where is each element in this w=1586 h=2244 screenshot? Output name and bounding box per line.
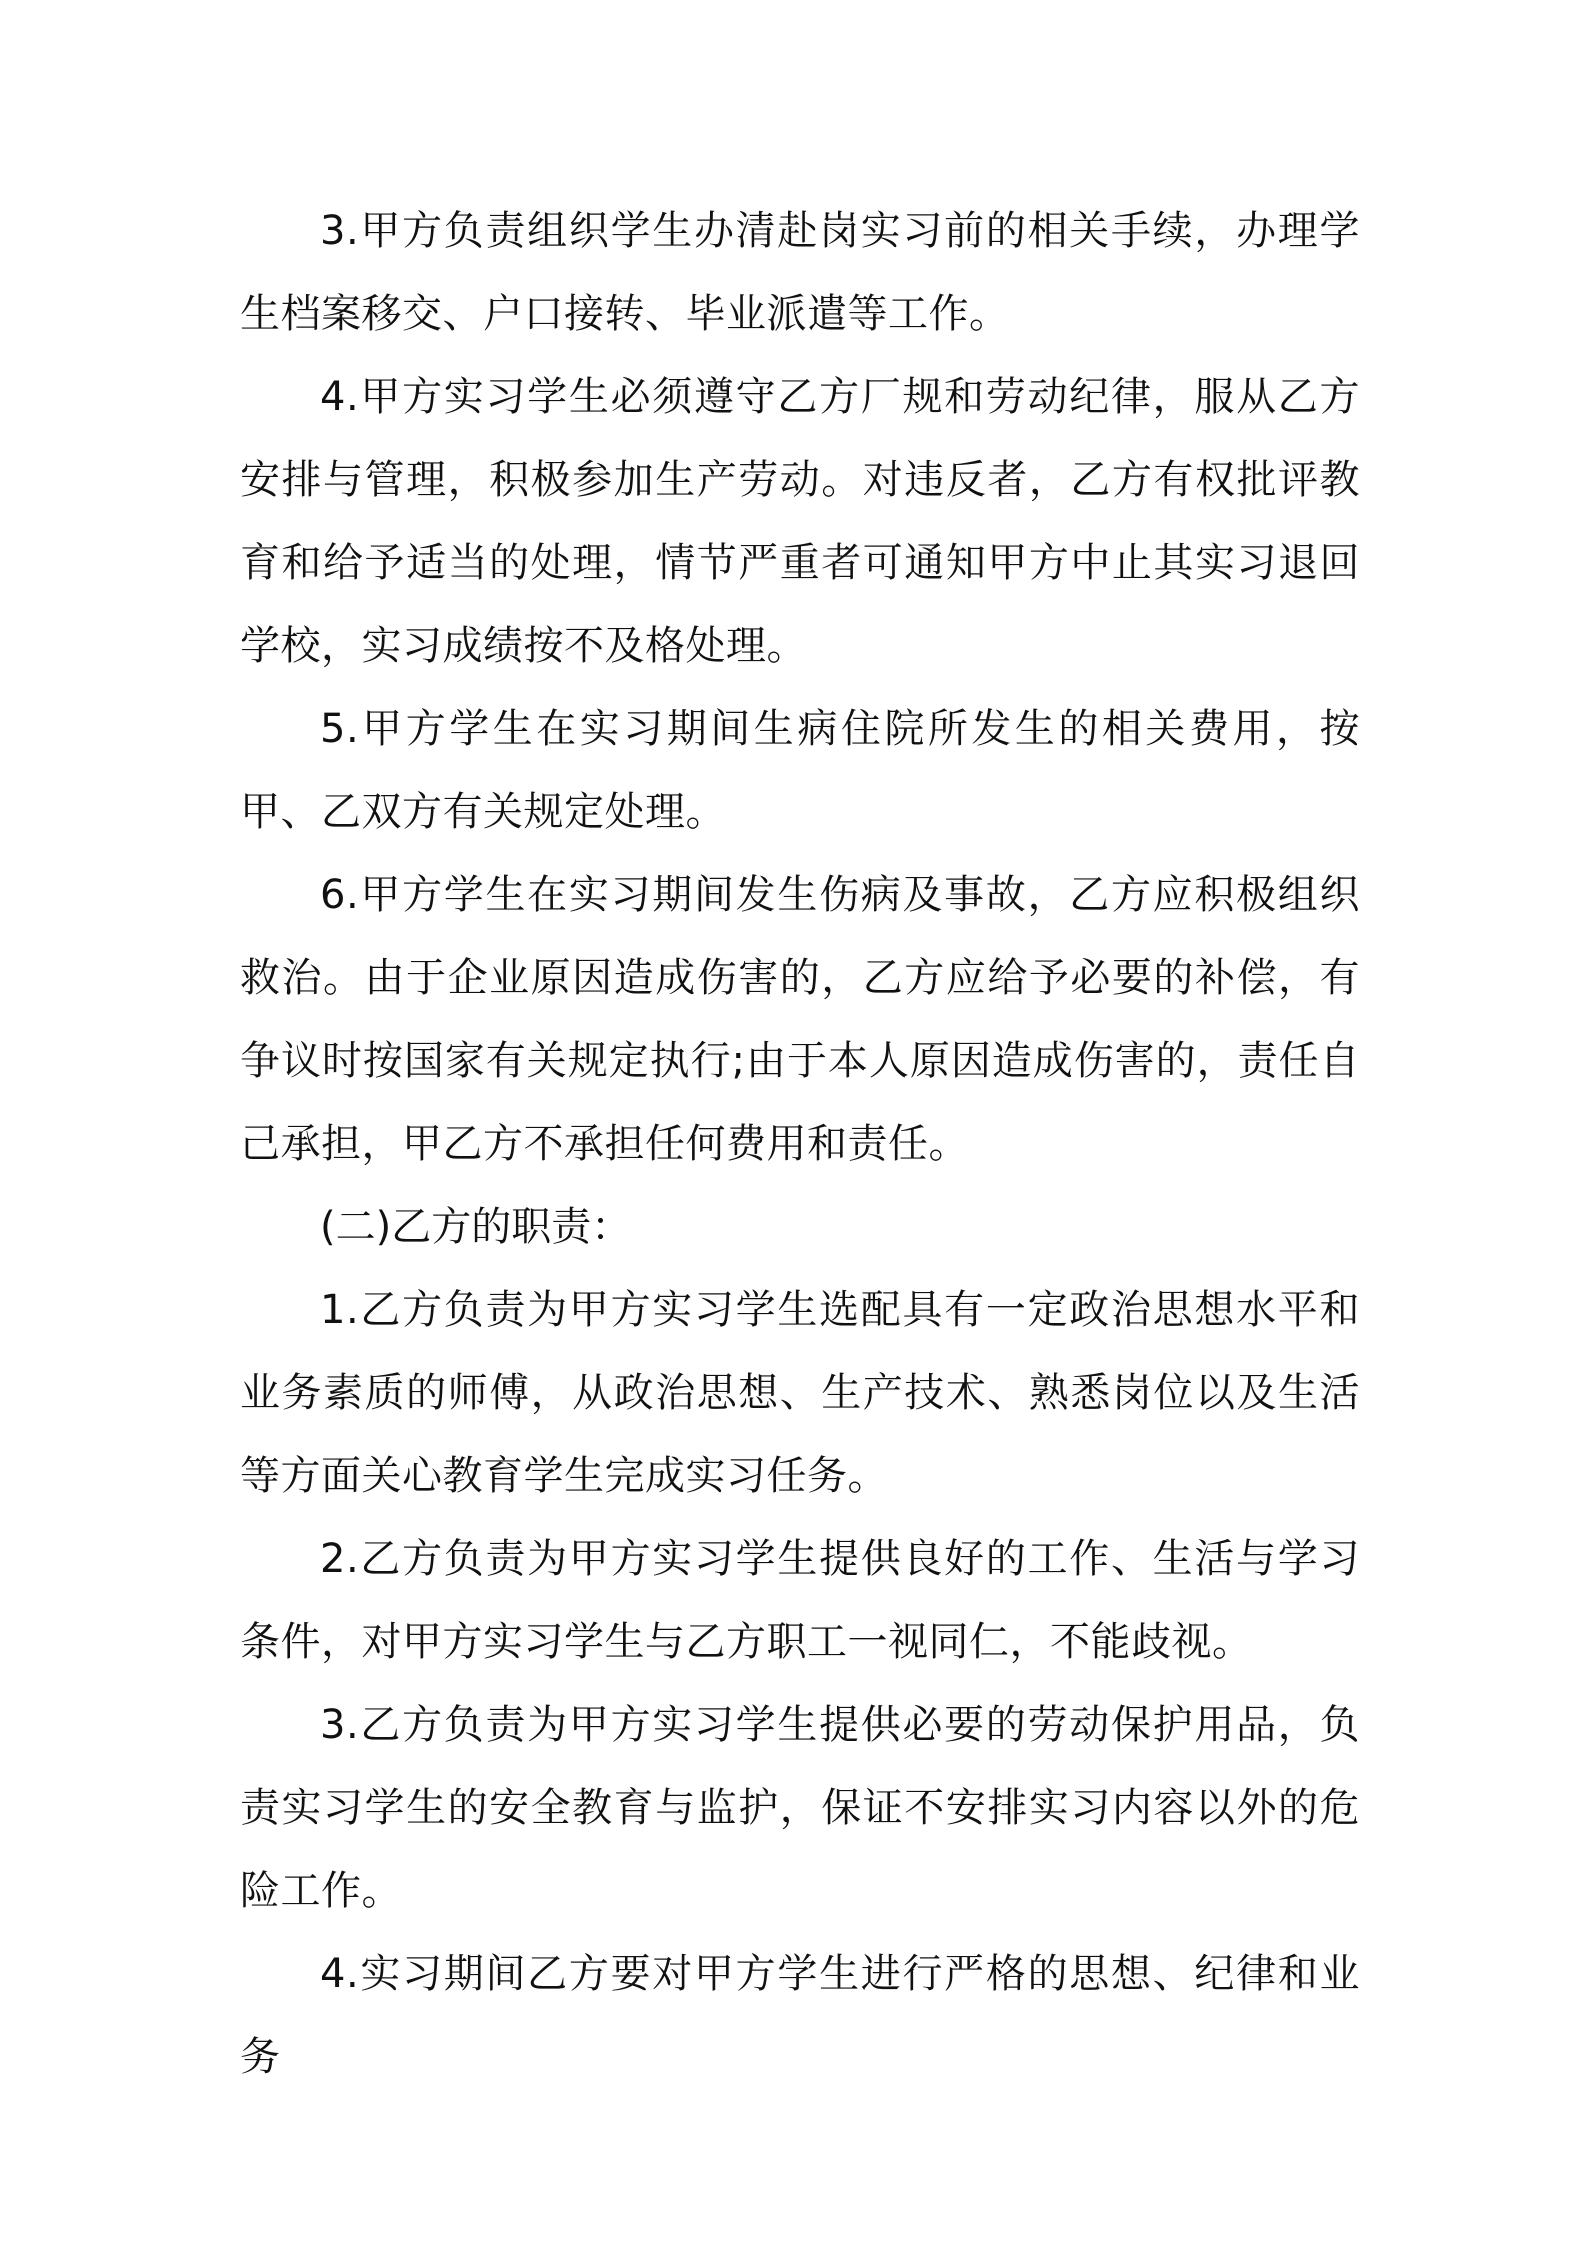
document-body <box>240 190 1360 2099</box>
paragraph-5-medical-costs: 5.甲方学生在实习期间生病住院所发生的相关费用，按甲、乙双方有关规定处理。 <box>240 706 1360 835</box>
section-heading-party-b-duties: (二)乙方的职责： <box>320 1204 632 1250</box>
party-b-paragraph-3: 3.乙方负责为甲方实习学生提供必要的劳动保护用品，负责实习学生的安全教育与监护，保证不安排实习内容以外的危险工作。 <box>240 1702 1360 1914</box>
party-b-paragraph-1: 1.乙方负责为甲方实习学生选配具有一定政治思想水平和业务素质的师傅，从政治思想、生产技术、熟悉岗位以及生活等方面关心教育学生完成实习任务。 <box>240 1287 1360 1499</box>
party-b-paragraph-4: 4.实习期间乙方要对甲方学生进行严格的思想、纪律和业务 <box>240 1951 1360 2080</box>
paragraph-3-procedures: 3.甲方负责组织学生办清赴岗实习前的相关手续，办理学生档案移交、户口接转、毕业派遣等工作。 <box>240 208 1360 337</box>
paragraph-4-discipline: 4.甲方实习学生必须遵守乙方厂规和劳动纪律，服从乙方安排与管理，积极参加生产劳动。对违反者，乙方有权批评教育和给予适当的处理，情节严重者可通知甲方中止其实习退回学校，实习成绩按不及格处理。 <box>240 374 1360 669</box>
paragraph-6-injury: 6.甲方学生在实习期间发生伤病及事故，乙方应积极组织救治。由于企业原因造成伤害的，乙方应给予必要的补偿，有争议时按国家有关规定执行;由于本人原因造成伤害的，责任自己承担，甲乙方不承担任何费用和责任。 <box>240 872 1360 1167</box>
party-b-paragraph-2: 2.乙方负责为甲方实习学生提供良好的工作、生活与学习条件，对甲方实习学生与乙方职工一视同仁，不能歧视。 <box>240 1536 1360 1665</box>
